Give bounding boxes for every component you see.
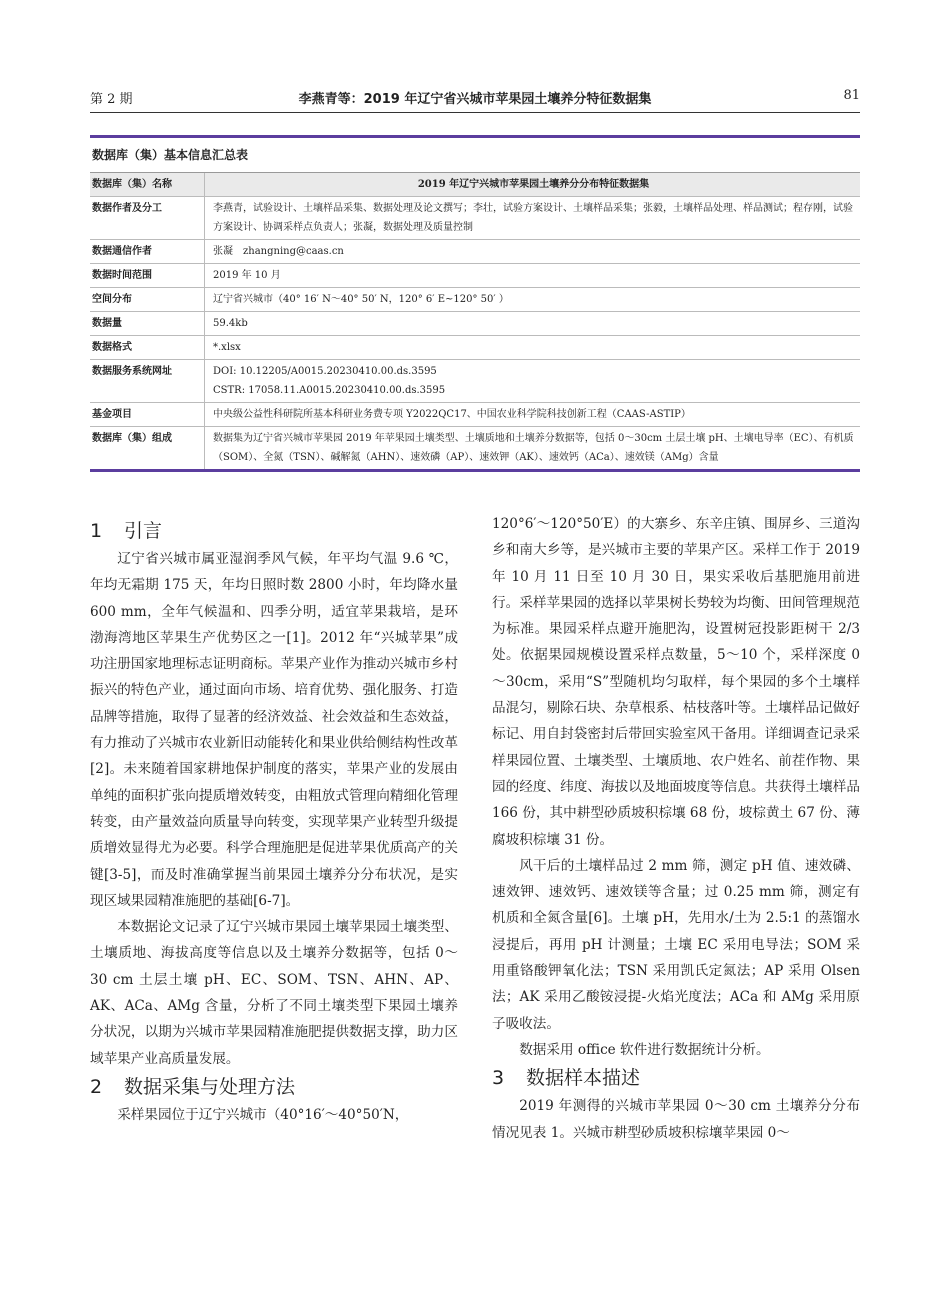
info-value: 张凝 zhangning@caas.cn (213, 246, 344, 257)
section-title: 数据采集与处理方法 (124, 1075, 296, 1098)
info-row-corresponding (90, 240, 860, 264)
paragraph: 120°6′～120°50′E）的大寨乡、东辛庄镇、围屏乡、三道沟乡和南大乡等，是兴城市主要的苹果产区。采样工作于 2019 年 10 月 11 日至 10 月 30 日，果实采收后基肥施用前进行。采样苹果园的选择以苹果树长势较为均衡、田间管理规范为标准。果园采样点避开施肥沟，设置树冠投影距树干 2/3 处。依据果园规模设置采样点数量，5～10 个，采样深度 0～30cm，采用“S”型随机均匀取样，每个果园的多个土壤样品混匀，剔除石块、杂草根系、枯枝落叶等。土壤样品记做好标记、用自封袋密封后带回实验室风干备用。详细调查记录采样果园位置、土壤类型、土壤质地、农户姓名、前茬作物、果园的经度、纬度、海拔以及地面坡度等信息。共获得土壤样品 166 份，其中耕型砂质坡积棕壤 68 份，坡棕黄土 67 份、薄腐坡积棕壤 31 份。 (492, 516, 860, 848)
info-row-name (90, 173, 860, 197)
paragraph: 本数据论文记录了辽宁兴城市果园土壤苹果园土壤类型、土壤质地、海拔高度等信息以及土壤养分数据等，包括 0～30 cm 土层土壤 pH、EC、SOM、TSN、AHN、AP、AK、ACa、AMg 含量，分析了不同土壤类型下果园土壤养分状况，以期为兴城市苹果园精准施肥提供数据支撑，助力区域苹果产业高质量发展。 (90, 919, 458, 1067)
header-rule (90, 112, 860, 113)
info-key: 数据作者及分工 (90, 197, 205, 239)
info-value: 中央级公益性科研院所基本科研业务费专项 Y2022QC17、中国农业科学院科技创新工程（CAAS-ASTIP） (213, 409, 691, 420)
info-value: 59.4kb (213, 318, 248, 329)
info-key: 空间分布 (90, 288, 205, 311)
info-key: 数据库（集）名称 (90, 173, 205, 196)
info-key: 数据量 (90, 312, 205, 335)
section-number: 3 (492, 1067, 505, 1090)
dataset-info-table (90, 135, 860, 472)
section-heading-3 (492, 1063, 860, 1093)
issue-label: 第 2 期 (90, 92, 133, 107)
left-column (90, 516, 458, 1128)
info-value: 2019 年 10 月 (213, 270, 281, 281)
info-key: 数据时间范围 (90, 264, 205, 287)
paragraph: 辽宁省兴城市属亚湿润季风气候，年平均气温 9.6 ℃，年均无霜期 175 天，年均日照时数 2800 小时，年均降水量 600 mm，全年气候温和、四季分明，适宜苹果栽培，是环渤海湾地区苹果生产优势区之一[1]。2012 年“兴城苹果”成功注册国家地理标志证明商标。苹果产业作为推动兴城市乡村振兴的特色产业，通过面向市场、培育优势、强化服务、打造品牌等措施，取得了显著的经济效益、社会效益和生态效益，有力推动了兴城市农业新旧动能转化和果业供给侧结构性改革[2]。未来随着国家耕地保护制度的落实，苹果产业的发展由单纯的面积扩张向提质增效转变，由粗放式管理向精细化管理转变，由产量效益向质量导向转变，实现苹果产业转型升级提质增效显得尤为必要。科学合理施肥是促进苹果优质高产的关键[3-5]，而及时准确掌握当前果园土壤养分分布状况，是实现区域果园精准施肥的基础[6-7]。 (90, 551, 458, 909)
page-number: 81 (843, 88, 860, 103)
info-value: *.xlsx (213, 342, 241, 353)
paragraph: 2019 年测得的兴城市苹果园 0～30 cm 土壤养分分布情况见表 1。兴城市耕型砂质坡积棕壤苹果园 0～ (492, 1098, 860, 1141)
info-key: 基金项目 (90, 403, 205, 426)
doi-link[interactable]: DOI: 10.12205/A0015.20230410.00.ds.3595 (213, 366, 437, 377)
info-key: 数据库（集）组成 (90, 427, 205, 469)
section-title: 引言 (124, 520, 163, 542)
info-key: 数据通信作者 (90, 240, 205, 263)
info-key: 数据格式 (90, 336, 205, 359)
right-column (492, 511, 860, 1146)
info-row-time-range (90, 264, 860, 288)
info-row-spatial (90, 288, 860, 312)
cstr-link[interactable]: CSTR: 17058.11.A0015.20230410.00.ds.3595 (213, 385, 446, 396)
section-number: 1 (90, 520, 103, 542)
paragraph: 数据采用 office 软件进行数据统计分析。 (519, 1041, 770, 1058)
info-value: 2019 年辽宁兴城市苹果园土壤养分分布特征数据集 (417, 179, 650, 190)
info-row-service-url (90, 360, 860, 403)
section-title: 数据样本描述 (526, 1067, 641, 1090)
info-row-funding (90, 403, 860, 427)
info-row-format (90, 336, 860, 360)
paragraph: 风干后的土壤样品过 2 mm 筛，测定 pH 值、速效磷、速效钾、速效钙、速效镁等含量；过 0.25 mm 筛，测定有机质和全氮含量[6]。土壤 pH，先用水/土为 2.5:1 的蒸馏水浸提后，再用 pH 计测量；土壤 EC 采用电导法；SOM 采用重铬酸钾氧化法；TSN 采用凯氏定氮法；AP 采用 Olsen 法；AK 采用乙酸铵浸提-火焰光度法；ACa 和 AMg 采用原子吸收法。 (492, 857, 860, 1032)
page-header (90, 88, 860, 108)
info-value: 数据集为辽宁省兴城市苹果园 2019 年苹果园土壤类型、土壤质地和土壤养分数据等，包括 0～30cm 土层土壤 pH、土壤电导率（EC）、有机质（SOM）、全氮（TSN）、碱解氮（AHN）、速效磷（AP）、速效钾（AK）、速效钙（ACa）、速效镁（AMg）含量 (213, 433, 854, 463)
section-number: 2 (90, 1075, 103, 1098)
info-value: 辽宁省兴城市（40° 16′ N～40° 50′ N，120° 6′ E~120° 50′ ） (213, 294, 509, 305)
running-title: 李燕青等：2019 年辽宁省兴城市苹果园土壤养分特征数据集 (298, 92, 652, 107)
section-heading-2 (90, 1072, 458, 1102)
info-row-composition (90, 427, 860, 469)
info-value: 李燕青，试验设计、土壤样品采集、数据处理及论文撰写；李壮，试验方案设计、土壤样品采集；张毅，土壤样品处理、样品测试；程存刚，试验方案设计、协调采样点负责人；张凝，数据处理及质量控制 (213, 203, 853, 233)
section-heading-1 (90, 516, 458, 546)
info-row-size (90, 312, 860, 336)
paragraph: 采样果园位于辽宁兴城市（40°16′～40°50′N， (117, 1106, 409, 1123)
info-row-authors (90, 197, 860, 240)
info-table-title: 数据库（集）基本信息汇总表 (90, 138, 860, 173)
info-key: 数据服务系统网址 (90, 360, 205, 402)
info-value (205, 360, 860, 402)
